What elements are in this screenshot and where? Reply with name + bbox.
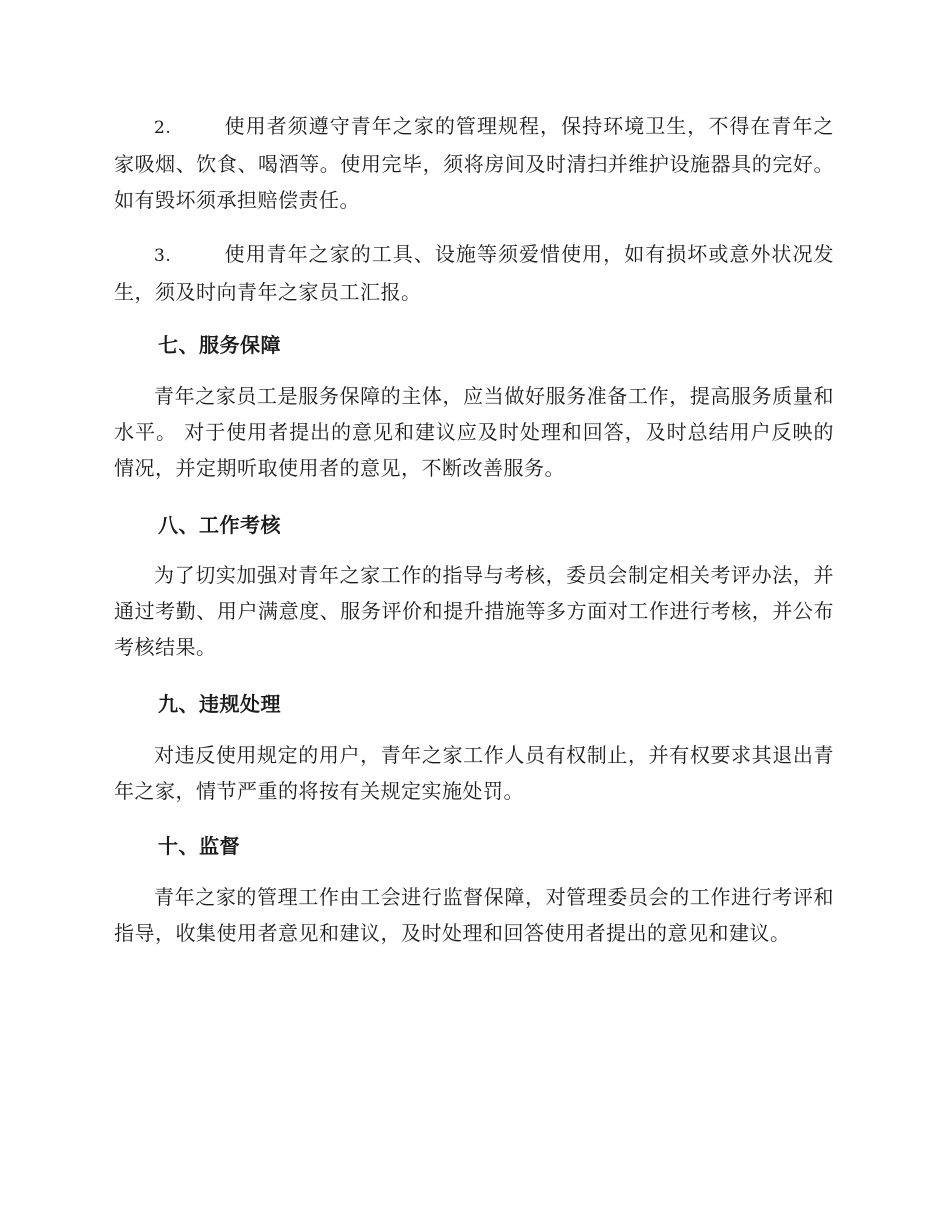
paragraph: 青年之家员工是服务保障的主体，应当做好服务准备工作，提高服务质量和水平。 对于使用者提出的意见和建议应及时处理和回答，及时总结用户反映的情况，并定期听取使用者的意见，不断改善服务。 — [114, 384, 834, 480]
list-item-2 — [114, 108, 834, 218]
list-number: 3. — [154, 246, 172, 266]
paragraph: 对违反使用规定的用户，青年之家工作人员有权制止，并有权要求其退出青年之家，情节严重的将按有关规定实施处罚。 — [114, 743, 834, 803]
section-heading: 十、监督 — [158, 834, 240, 858]
section-body — [114, 378, 834, 486]
list-item-3 — [114, 236, 834, 310]
list-number: 2. — [154, 118, 172, 138]
list-item-text: 使用者须遵守青年之家的管理规程，保持环境卫生，不得在青年之家吸烟、饮食、喝酒等。使用完毕，须将房间及时清扫并维护设施器具的完好。如有毁坏须承担赔偿责任。 — [114, 114, 834, 212]
section-body — [114, 737, 834, 809]
list-item-text: 使用青年之家的工具、设施等须爱惜使用，如有损坏或意外状况发生，须及时向青年之家员工汇报。 — [114, 242, 834, 304]
section-heading: 七、服务保障 — [158, 333, 281, 357]
paragraph: 青年之家的管理工作由工会进行监督保障，对管理委员会的工作进行考评和指导，收集使用者意见和建议，及时处理和回答使用者提出的意见和建议。 — [114, 885, 834, 945]
section-heading: 九、违规处理 — [158, 692, 281, 716]
section-heading: 八、工作考核 — [158, 513, 281, 537]
section-body — [114, 557, 834, 665]
section-body — [114, 879, 834, 951]
paragraph: 为了切实加强对青年之家工作的指导与考核，委员会制定相关考评办法，并通过考勤、用户满意度、服务评价和提升措施等多方面对工作进行考核，并公布考核结果。 — [114, 563, 834, 659]
